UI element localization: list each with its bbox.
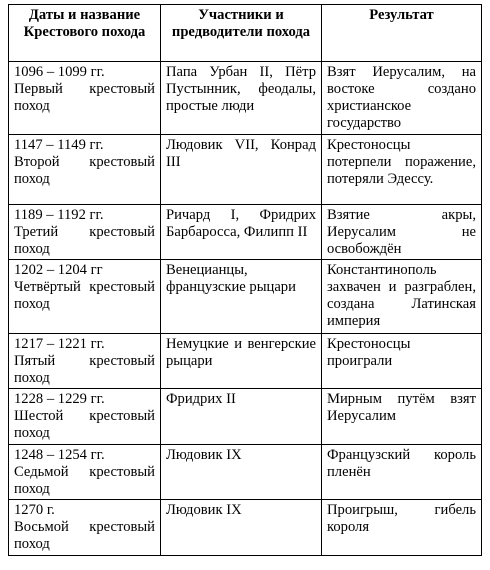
dates-cell (9, 445, 161, 500)
header-dates-and-name: Даты и название Крестового похода (9, 5, 161, 62)
crusade-name: Третий крестовый поход (14, 224, 155, 257)
result-cell: Крестоносцы потерпели поражение, потеряли Эдессу. (322, 135, 482, 205)
dates-cell (9, 334, 161, 389)
participants-cell: Папа Урбан II, Пётр Пустынник, феодалы, простые люди (161, 62, 322, 135)
crusade-dates: 1096 – 1099 гг. (14, 64, 105, 80)
crusade-dates: 1217 – 1221 гг. (14, 336, 105, 352)
table-row (9, 260, 482, 334)
crusade-dates: 1202 – 1204 гг (14, 262, 103, 278)
result-cell: Взят Иерусалим, на востоке создано христианское государство (322, 62, 482, 135)
participants-cell: Фридрих II (161, 389, 322, 445)
crusade-name: Пятый крестовый поход (14, 353, 155, 386)
table-row (9, 334, 482, 389)
table-row (9, 500, 482, 556)
crusades-table-container (8, 4, 482, 556)
dates-cell (9, 62, 161, 135)
crusade-name: Четвёртый крестовый поход (14, 279, 155, 312)
crusade-dates: 1228 – 1229 гг. (14, 391, 105, 407)
crusade-dates: 1147 – 1149 гг. (14, 137, 104, 153)
dates-cell (9, 260, 161, 334)
crusade-dates: 1270 г. (14, 502, 55, 518)
crusade-name: Второй крестовый поход (14, 154, 155, 187)
crusade-dates: 1189 – 1192 гг. (14, 207, 104, 223)
dates-cell (9, 135, 161, 205)
table-row (9, 205, 482, 260)
crusade-name: Восьмой крестовый поход (14, 519, 155, 552)
dates-cell (9, 500, 161, 556)
crusades-table (8, 4, 482, 556)
participants-cell: Людовик IX (161, 445, 322, 500)
table-row (9, 389, 482, 445)
result-cell: Взятие акры, Иерусалим не освобождён (322, 205, 482, 260)
participants-cell: Ричард I, Фридрих Барбаросса, Филипп II (161, 205, 322, 260)
crusade-name: Седьмой крестовый поход (14, 464, 155, 497)
dates-cell (9, 205, 161, 260)
result-cell: Крестоносцы проиграли (322, 334, 482, 389)
table-row (9, 62, 482, 135)
result-cell: Константинополь захвачен и разграблен, создана Латинская империя (322, 260, 482, 334)
participants-cell: Немуцкие и венгерские рыцари (161, 334, 322, 389)
participants-cell: Венецианцы, французские рыцари (161, 260, 322, 334)
participants-cell: Людовик IX (161, 500, 322, 556)
table-row (9, 445, 482, 500)
crusade-dates: 1248 – 1254 гг. (14, 447, 105, 463)
crusade-name: Шестой крестовый поход (14, 408, 155, 441)
header-participants: Участники и предводители похода (161, 5, 322, 62)
result-cell: Французский король пленён (322, 445, 482, 500)
table-row (9, 135, 482, 205)
crusade-name: Первый крестовый поход (14, 81, 155, 114)
header-result: Результат (322, 5, 482, 62)
participants-cell: Людовик VII, Конрад III (161, 135, 322, 205)
dates-cell (9, 389, 161, 445)
result-cell: Мирным путём взят Иерусалим (322, 389, 482, 445)
result-cell: Проигрыш, гибель короля (322, 500, 482, 556)
table-header-row (9, 5, 482, 62)
